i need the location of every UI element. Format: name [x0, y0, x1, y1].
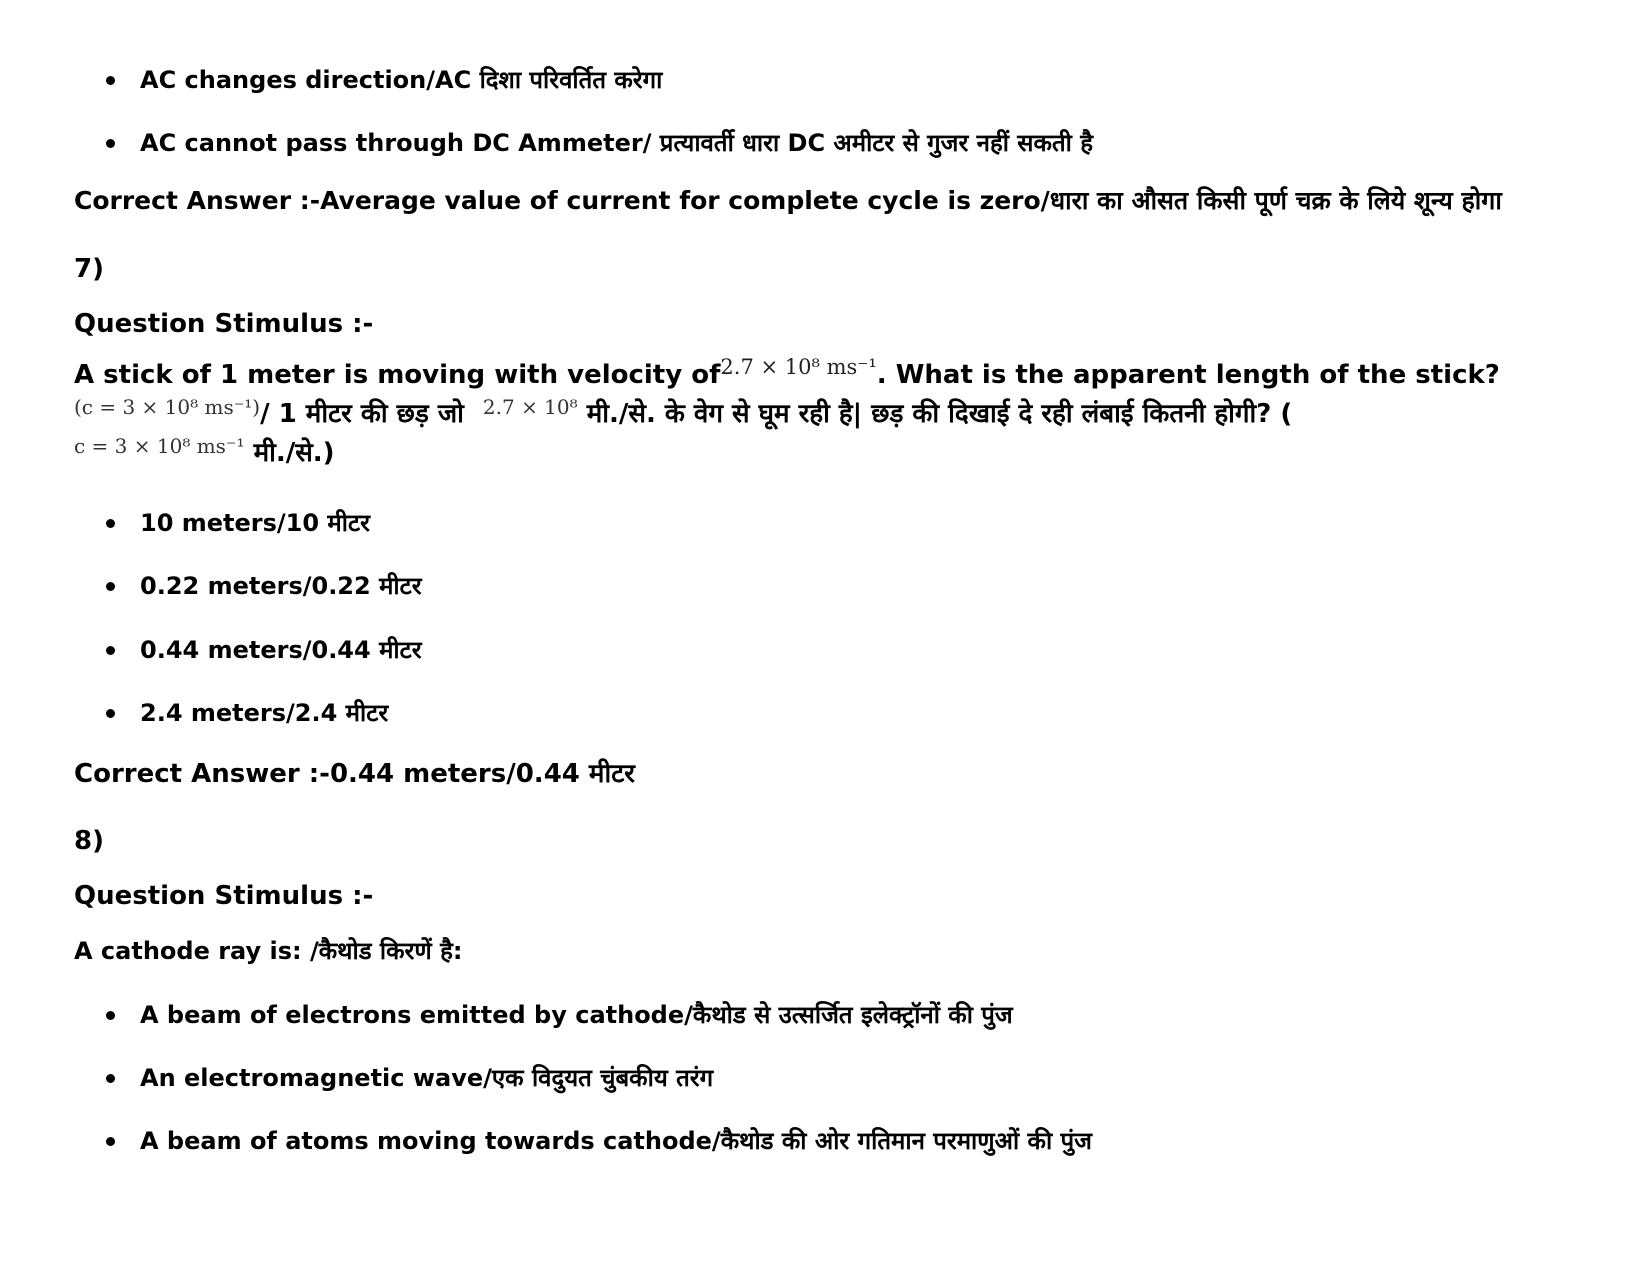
q7-option-4-text: 2.4 meters/2.4 मीटर — [140, 699, 389, 727]
q7-math-c: c = 3 × 10⁸ ms⁻¹ — [74, 434, 245, 458]
q8-option-2-text: An electromagnetic wave/एक विदुयत चुंबकीय तरंग — [140, 1064, 714, 1092]
bullet-icon — [106, 1011, 115, 1020]
q7-math-velocity-hindi: 2.7 × 10⁸ — [482, 395, 578, 419]
q8-stimulus-label: Question Stimulus :- — [74, 881, 374, 911]
q6-correct-answer: Correct Answer :-Average value of current for complete cycle is zero/धारा का औसत किसी पूर्ण चक्र के लिये शून्य होगा — [74, 186, 1502, 215]
q7-math-c-paren: (c = 3 × 10⁸ ms⁻¹) — [74, 395, 261, 419]
q7-stem-line-1 — [74, 355, 1500, 390]
bullet-icon — [106, 709, 115, 718]
q6-option-1-text: AC changes direction/AC दिशा परिवर्तित करेगा — [140, 66, 663, 94]
q7-stem-hindi-part1: / 1 मीटर की छड़ जो — [260, 399, 464, 429]
bullet-icon — [106, 76, 115, 85]
q8-stem: A cathode ray is: /कैथोड किरणें है: — [74, 937, 463, 965]
q7-number: 7) — [74, 254, 104, 284]
q7-stem-part2: . What is the apparent length of the stick? — [876, 360, 1500, 390]
bullet-icon — [106, 582, 115, 591]
q6-option-2-text: AC cannot pass through DC Ammeter/ प्रत्यावर्ती धारा DC अमीटर से गुजर नहीं सकती है — [140, 129, 1093, 157]
q7-stem-hindi-part2: मी./से. के वेग से घूम रही है| छड़ की दिखाई दे रही लंबाई कितनी होगी? ( — [586, 399, 1293, 429]
bullet-icon — [106, 139, 115, 148]
q7-option-2-text: 0.22 meters/0.22 मीटर — [140, 572, 422, 600]
q8-number: 8) — [74, 826, 104, 856]
bullet-icon — [106, 1074, 115, 1083]
q7-option-3-text: 0.44 meters/0.44 मीटर — [140, 636, 422, 664]
q7-correct-answer: Correct Answer :-0.44 meters/0.44 मीटर — [74, 759, 635, 789]
q7-stem-line-3 — [74, 434, 335, 468]
q7-stem-hindi-part3: मी./से.) — [253, 438, 335, 468]
bullet-icon — [106, 646, 115, 655]
q7-stimulus-label: Question Stimulus :- — [74, 309, 374, 339]
q8-option-1-text: A beam of electrons emitted by cathode/कैथोड से उत्सर्जित इलेक्ट्रॉनों की पुंज — [140, 1001, 1013, 1029]
q7-math-velocity: 2.7 × 10⁸ ms⁻¹ — [720, 355, 877, 379]
q7-stem-line-2 — [74, 395, 1293, 429]
q7-stem-part1: A stick of 1 meter is moving with velocity of — [74, 360, 721, 390]
q8-option-3-text: A beam of atoms moving towards cathode/कैथोड की ओर गतिमान परमाणुओं की पुंज — [140, 1127, 1092, 1155]
q7-option-1-text: 10 meters/10 मीटर — [140, 509, 370, 537]
bullet-icon — [106, 1137, 115, 1146]
bullet-icon — [106, 519, 115, 528]
